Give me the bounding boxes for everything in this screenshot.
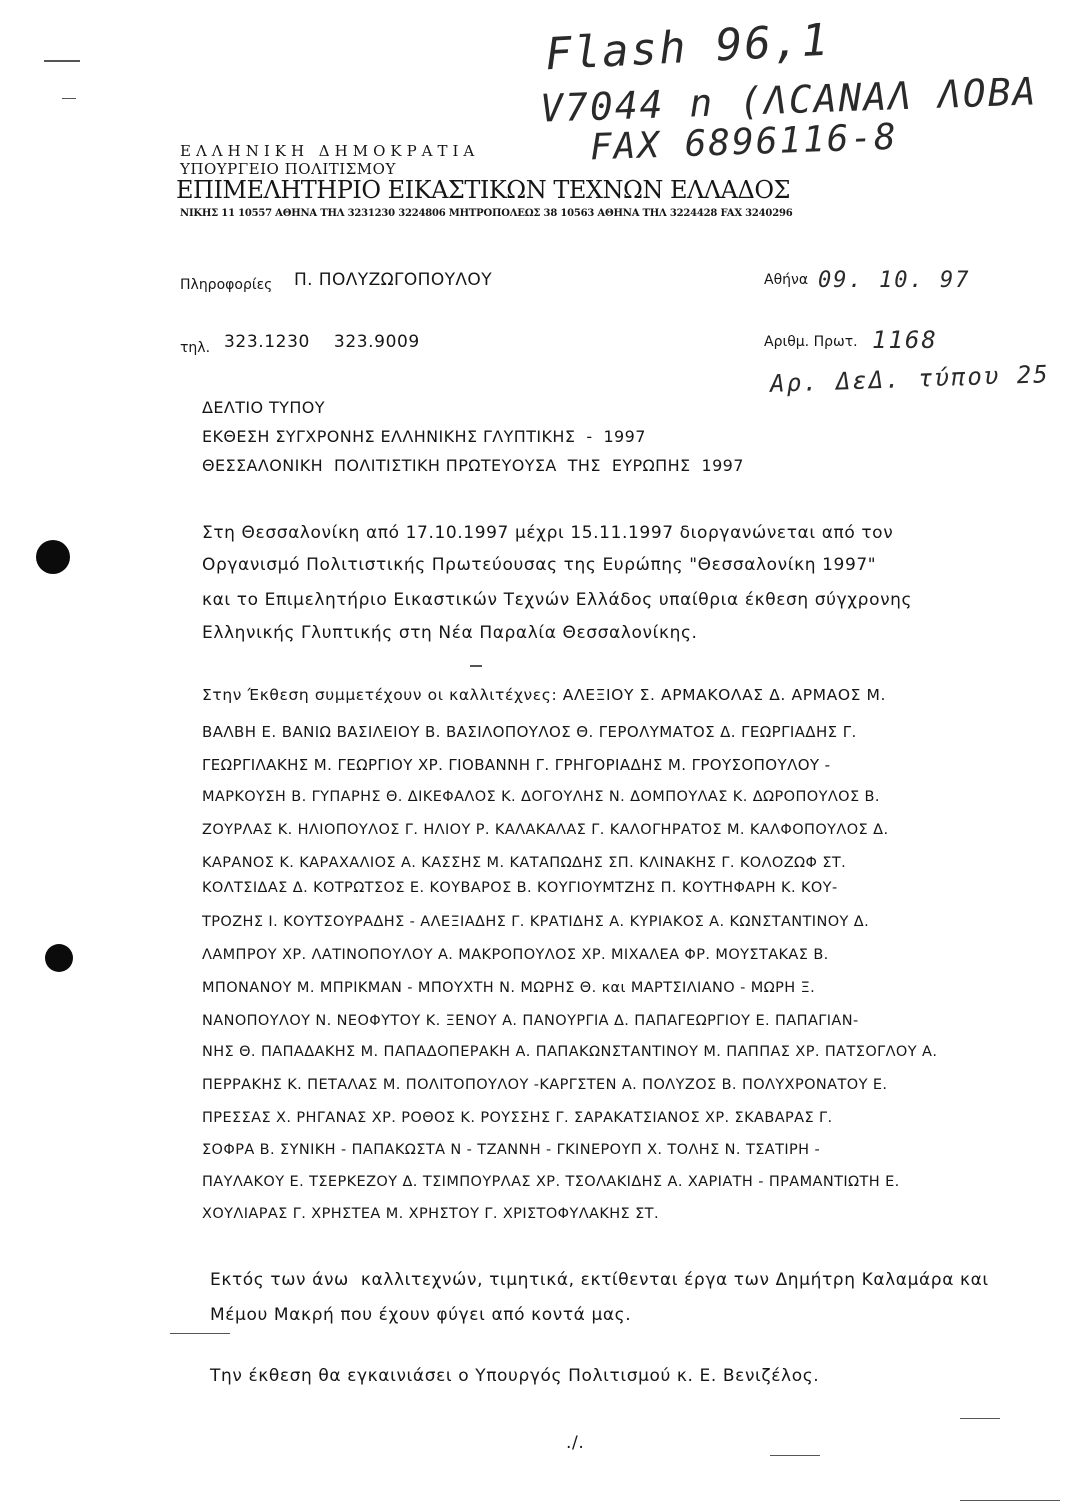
artists-line: Στην Έκθεση συμμετέχουν οι καλλιτέχνες: ΑΛΕΞΙΟΥ Σ. ΑΡΜΑΚΟΛΑΣ Δ. ΑΡΜΑΟΣ Μ.	[202, 686, 887, 704]
info-contact: Π. ΠΟΛΥΖΩΓΟΠΟΥΛΟΥ	[294, 270, 493, 290]
handwritten-note: Αρ. ΔεΔ. τύπου 25	[769, 360, 1051, 398]
artists-line: ΠΑΥΛΑΚΟΥ Ε. ΤΣΕΡΚΕΖΟΥ Δ. ΤΣΙΜΠΟΥΡΛΑΣ ΧΡ. ΤΣΟΛΑΚΙΔΗΣ Α. ΧΑΡΙΑΤΗ - ΠΡΑΜΑΝΤΙΩΤΗ Ε.	[202, 1174, 900, 1190]
artists-line: ΣΟΦΡΑ Β. ΣΥΝΙΚΗ - ΠΑΠΑΚΩΣΤΑ Ν - ΤΖΑΝΝΗ - ΓΚΙΝΕΡΟΥΠ Χ. ΤΟΛΗΣ Ν. ΤΣΑΤΙΡΗ -	[202, 1142, 821, 1158]
capital-heading: ΘΕΣΣΑΛΟΝΙΚΗ ΠΟΛΙΤΙΣΤΙΚΗ ΠΡΩΤΕΥΟΥΣΑ ΤΗΣ ΕΥΡΩΠΗΣ 1997	[202, 456, 744, 475]
scan-mark	[960, 1500, 1060, 1501]
scan-mark	[960, 1418, 1000, 1419]
artists-line: ΝΗΣ Θ. ΠΑΠΑΔΑΚΗΣ Μ. ΠΑΠΑΔΟΠΕΡΑΚΗ Α. ΠΑΠΑΚΩΝΣΤΑΝΤΙΝΟΥ Μ. ΠΑΠΠΑΣ ΧΡ. ΠΑΤΣΟΓΛΟΥ Α.	[202, 1044, 938, 1060]
artists-line: ΝΑΝΟΠΟΥΛΟΥ Ν. ΝΕΟΦΥΤΟΥ Κ. ΞΕΝΟΥ Α. ΠΑΝΟΥΡΓΙΑ Δ. ΠΑΠΑΓΕΩΡΓΙΟΥ Ε. ΠΑΠΑΓΙΑΝ-	[202, 1013, 859, 1029]
artists-line: ΜΑΡΚΟΥΣΗ Β. ΓΥΠΑΡΗΣ Θ. ΔΙΚΕΦΑΛΟΣ Κ. ΔΟΓΟΥΛΗΣ Ν. ΔΟΜΠΟΥΛΑΣ Κ. ΔΩΡΟΠΟΥΛΟΣ Β.	[202, 789, 880, 805]
scan-mark	[470, 665, 482, 667]
protocol-number: 1168	[872, 326, 938, 354]
letterhead-ministry: ΥΠΟΥΡΓΕΙΟ ΠΟΛΙΤΙΣΜΟΥ	[180, 160, 396, 178]
info-label: Πληροφορίες	[180, 277, 273, 293]
punch-hole-top	[36, 540, 70, 574]
paragraph-line: Μέμου Μακρή που έχουν φύγει από κοντά μας.	[210, 1305, 632, 1325]
letterhead-republic: ΕΛΛΗΝΙΚΗ ΔΗΜΟΚΡΑΤΙΑ	[180, 142, 480, 160]
paragraph-line: Στη Θεσσαλονίκη από 17.10.1997 μέχρι 15.11.1997 διοργανώνεται από τον	[202, 523, 894, 543]
scan-mark	[62, 98, 76, 99]
info-date: 09. 10. 97	[818, 268, 971, 293]
artists-line: ΓΕΩΡΓΙΛΑΚΗΣ Μ. ΓΕΩΡΓΙΟΥ ΧΡ. ΓΙΟΒΑΝΝΗ Γ. ΓΡΗΓΟΡΙΑΔΗΣ Μ. ΓΡΟΥΣΟΠΟΥΛΟΥ -	[202, 756, 831, 774]
phone-numbers: 323.1230 323.9009	[224, 332, 420, 352]
artists-line: ΧΟΥΛΙΑΡΑΣ Γ. ΧΡΗΣΤΕΑ Μ. ΧΡΗΣΤΟΥ Γ. ΧΡΙΣΤΟΦΥΛΑΚΗΣ ΣΤ.	[202, 1206, 659, 1222]
artists-line: ΠΕΡΡΑΚΗΣ Κ. ΠΕΤΑΛΑΣ Μ. ΠΟΛΙΤΟΠΟΥΛΟΥ -ΚΑΡΓΣΤΕΝ Α. ΠΟΛΥΖΟΣ Β. ΠΟΛΥΧΡΟΝΑΤΟΥ Ε.	[202, 1077, 888, 1093]
protocol-label: Αριθμ. Πρωτ.	[764, 334, 858, 350]
scan-mark	[770, 1455, 820, 1456]
letterhead-address: ΝΙΚΗΣ 11 10557 ΑΘΗΝΑ ΤΗΛ 3231230 3224806 ΜΗΤΡΟΠΟΛΕΩΣ 38 10563 ΑΘΗΝΑ ΤΗΛ 3224428 FAX 3240296	[180, 208, 793, 219]
paragraph-line: και το Επιμελητήριο Εικαστικών Τεχνών Ελλάδος υπαίθρια έκθεση σύγχρονης	[202, 590, 913, 610]
artists-line: ΒΑΛΒΗ Ε. ΒΑΝΙΩ ΒΑΣΙΛΕΙΟΥ Β. ΒΑΣΙΛΟΠΟΥΛΟΣ Θ. ΓΕΡΟΛΥΜΑΤΟΣ Δ. ΓΕΩΡΓΙΑΔΗΣ Γ.	[202, 723, 857, 741]
scan-mark	[44, 60, 80, 62]
exhibition-heading: ΕΚΘΕΣΗ ΣΥΓΧΡΟΝΗΣ ΕΛΛΗΝΙΚΗΣ ΓΛΥΠΤΙΚΗΣ - 1997	[202, 427, 646, 446]
paragraph-line: Εκτός των άνω καλλιτεχνών, τιμητικά, εκτίθενται έργα των Δημήτρη Καλαμάρα και	[210, 1270, 989, 1290]
letterhead-chamber: ΕΠΙΜΕΛΗΤΗΡΙΟ ΕΙΚΑΣΤΙΚΩΝ ΤΕΧΝΩΝ ΕΛΛΑΔΟΣ	[176, 176, 790, 204]
paragraph-line: Ελληνικής Γλυπτικής στη Νέα Παραλία Θεσσαλονίκης.	[202, 623, 698, 643]
press-release-heading: ΔΕΛΤΙΟ ΤΥΠΟΥ	[202, 398, 325, 417]
artists-line: ΤΡΟΖΗΣ Ι. ΚΟΥΤΣΟΥΡΑΔΗΣ - ΑΛΕΞΙΑΔΗΣ Γ. ΚΡΑΤΙΔΗΣ Α. ΚΥΡΙΑΚΟΣ Α. ΚΩΝΣΤΑΝΤΙΝΟΥ Δ.	[202, 914, 870, 930]
handwritten-line-3: FAX 6896116-8	[589, 116, 899, 169]
phone-label: τηλ.	[180, 340, 211, 356]
continuation-mark: ./.	[566, 1433, 585, 1453]
handwritten-line-2: V7044 n (ΛCANAΛ ΛOBA	[539, 69, 1039, 131]
artists-line: ΛΑΜΠΡΟΥ ΧΡ. ΛΑΤΙΝΟΠΟΥΛΟΥ Α. ΜΑΚΡΟΠΟΥΛΟΣ ΧΡ. ΜΙΧΑΛΕΑ ΦΡ. ΜΟΥΣΤΑΚΑΣ Β.	[202, 947, 829, 963]
artists-line: ΠΡΕΣΣΑΣ Χ. ΡΗΓΑΝΑΣ ΧΡ. ΡΟΘΟΣ Κ. ΡΟΥΣΣΗΣ Γ. ΣΑΡΑΚΑΤΣΙΑΝΟΣ ΧΡ. ΣΚΑΒΑΡΑΣ Γ.	[202, 1110, 833, 1126]
paragraph-line: Οργανισμό Πολιτιστικής Πρωτεύουσας της Ευρώπης "Θεσσαλονίκη 1997"	[202, 555, 877, 575]
artists-line: ΚΟΛΤΣΙΔΑΣ Δ. ΚΟΤΡΩΤΣΟΣ Ε. ΚΟΥΒΑΡΟΣ Β. ΚΟΥΓΙΟΥΜΤΖΗΣ Π. ΚΟΥΤΗΦΑΡΗ Κ. ΚΟΥ-	[202, 880, 838, 896]
punch-hole-bottom	[45, 944, 73, 972]
scan-mark	[170, 1333, 230, 1334]
inauguration-paragraph: Την έκθεση θα εγκαινιάσει ο Υπουργός Πολιτισμού κ. Ε. Βενιζέλος.	[210, 1366, 820, 1386]
artists-line: ΖΟΥΡΛΑΣ Κ. ΗΛΙΟΠΟΥΛΟΣ Γ. ΗΛΙΟΥ Ρ. ΚΑΛΑΚΑΛΑΣ Γ. ΚΑΛΟΓΗΡΑΤΟΣ Μ. ΚΑΛΦΟΠΟΥΛΟΣ Δ.	[202, 822, 889, 838]
handwritten-line-1: Flash 96,1	[543, 14, 832, 81]
artists-line: ΜΠΟΝΑΝΟΥ Μ. ΜΠΡΙΚΜΑΝ - ΜΠΟΥΧΤΗ Ν. ΜΩΡΗΣ Θ. και ΜΑΡΤΣΙΛΙΑΝΟ - ΜΩΡΗ Ξ.	[202, 980, 816, 996]
artists-line: ΚΑΡΑΝΟΣ Κ. ΚΑΡΑΧΑΛΙΟΣ Α. ΚΑΣΣΗΣ Μ. ΚΑΤΑΠΩΔΗΣ ΣΠ. ΚΛΙΝΑΚΗΣ Γ. ΚΟΛΟΖΩΦ ΣΤ.	[202, 855, 847, 871]
info-city-label: Αθήνα	[764, 272, 809, 288]
